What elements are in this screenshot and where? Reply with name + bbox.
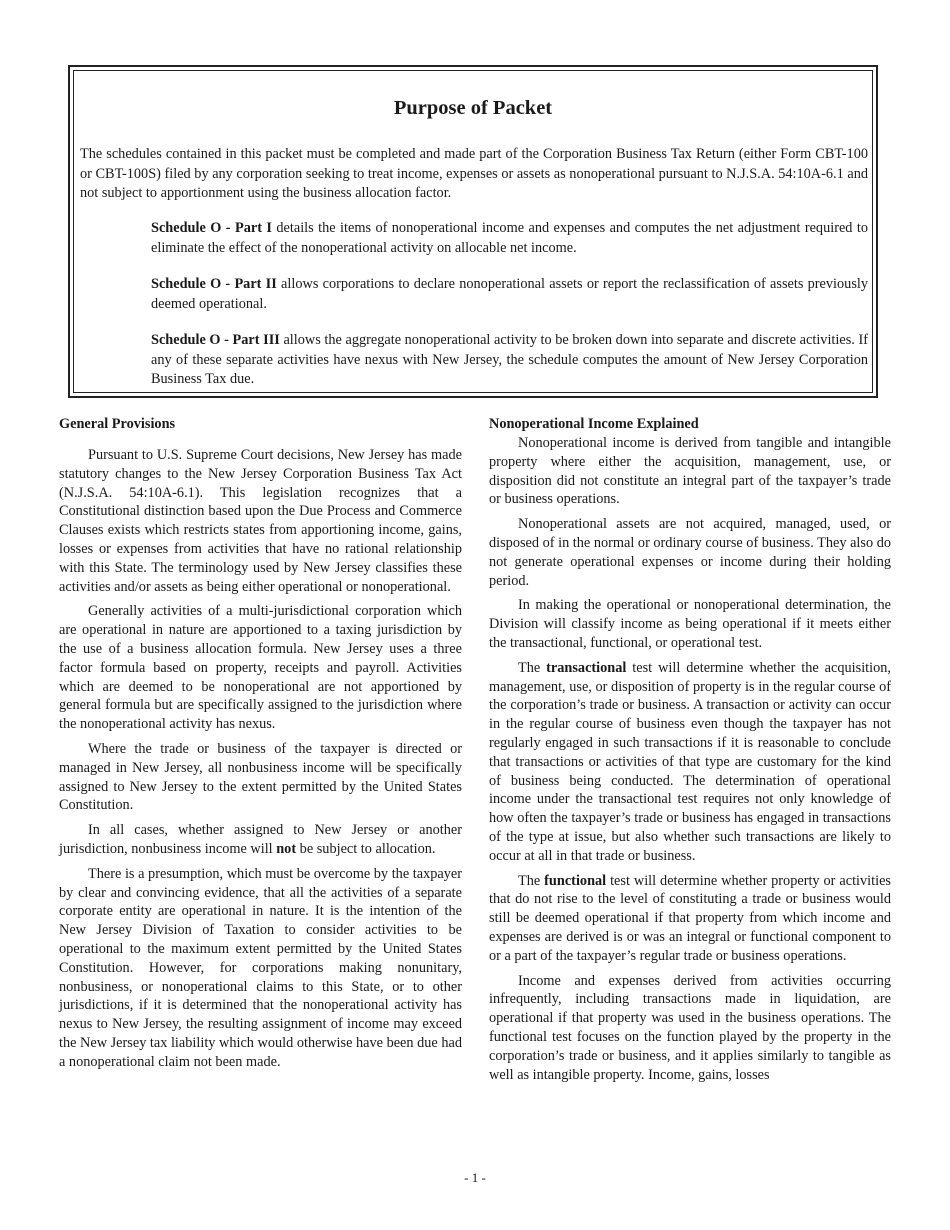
functional-term: functional (544, 872, 607, 889)
general-p4-a: In all cases, whether assigned to New Jersey or another jurisdiction, nonbusiness income will (59, 822, 462, 857)
nonop-paragraph-6: Income and expenses derived from activities occurring infrequently, including transactions made in liquidation, are operational if that property was used in the business operations. The functional test focuses on the function played by the property in the corporation’s trade or business, and it applies similarly to tangible as well as intangible property. Income, gains, losses (489, 972, 891, 1083)
nonop-p4-a: The (518, 659, 547, 676)
general-p4-bold: not (276, 840, 297, 857)
nonop-paragraph-4 (489, 659, 891, 866)
general-paragraph-4 (59, 821, 462, 859)
general-paragraph-5: There is a presumption, which must be overcome by the taxpayer by clear and convincing evidence, that all the activities of a separate corporate entity are operational in nature. It is the intention of the New Jersey Division of Taxation to consider activities to be operational to the maximum extent permitted by the United States Constitution. However, for corporations making nonunitary, nonbusiness, or nonoperational claims to this State, or to other jurisdictions, if it is determined that the nonoperational activity has nexus to New Jersey, the resulting assignment of income may exceed the New Jersey tax liability which would otherwise have been due had a nonoperational claim not been made. (59, 865, 462, 1070)
general-provisions-column (59, 414, 462, 1078)
schedule-part-2 (151, 275, 868, 314)
general-paragraph-3: Where the trade or business of the taxpayer is directed or managed in New Jersey, all nonbusiness income will be specifically assigned to New Jersey to the extent permitted by the United States Constitution. (59, 740, 462, 814)
nonop-p4-c: test will determine whether the acquisition, management, use, or disposition of property is in the regular course of the corporation’s trade or business. A transaction or activity can occur in the regular course of business even though the taxpayer has not regularly engaged in such transactions if it is reasonable to conclude that transactions or activities of that type are customary for the kind of business being conducted. The determination of operational income under the transactional test requires not only knowledge of how often the taxpayer’s trade or business has engaged in transactions of the type at issue, but also whether such transactions are likely to occur at all in that trade or business. (489, 659, 891, 864)
schedule-part-3-text: allows the aggregate nonoperational activity to be broken down into separate and discrete activities. If any of these separate activities have nexus with New Jersey, the schedule computes the amount of New Jersey Corporation Business Tax due. (151, 332, 868, 388)
schedule-part-2-text: allows corporations to declare nonoperational assets or report the reclassification of assets previously deemed operational. (151, 276, 868, 312)
schedule-part-1-label: Schedule O - Part I (151, 220, 272, 236)
nonoperational-column (489, 414, 891, 1090)
general-p4-c: be subject to allocation. (296, 840, 436, 857)
schedule-part-1-text: details the items of nonoperational income and expenses and computes the net adjustment required to eliminate the effect of the nonoperational activity on allocable net income. (151, 220, 868, 256)
nonop-paragraph-5 (489, 872, 891, 966)
nonop-p5-c: test will determine whether property or activities that do not rise to the level of constituting a trade or business would still be deemed operational if that property from which income and expenses are derived is or was an integral or functional component to or a part of the taxpayer’s regular trade or business operations. (489, 872, 891, 964)
purpose-box (68, 65, 878, 398)
nonop-paragraph-3: In making the operational or nonoperational determination, the Division will classify income as being operational if it meets either the transactional, functional, or operational test. (489, 597, 891, 651)
general-paragraph-1: Pursuant to U.S. Supreme Court decisions, New Jersey has made statutory changes to the New Jersey Corporation Business Tax Act (N.J.S.A. 54:10A-6.1). This legislation recognizes that a Constitutional distinction based upon the Due Process and Commerce Clauses exists which restricts states from apportioning income, gains, losses or expenses from activities that have no rational relationship with this State. The terminology used by New Jersey classifies these activities and/or assets as being either operational or nonoperational. (59, 447, 462, 595)
nonop-paragraph-2: Nonoperational assets are not acquired, managed, used, or disposed of in the normal or ordinary course of business. They also do not generate operational expenses or income during their holding period. (489, 516, 891, 589)
schedule-part-1 (151, 219, 868, 258)
general-provisions-heading: General Provisions (59, 416, 176, 432)
general-paragraph-2: Generally activities of a multi-jurisdictional corporation which are operational in nature are apportioned to a taxing jurisdiction by the use of a business allocation formula. New Jersey uses a three factor formula based on property, receipts and payroll. Activities which are deemed to be nonoperational are not apportioned by general formula but are specifically assigned to the jurisdiction where the nonoperational activity has nexus. (59, 603, 462, 733)
purpose-intro: The schedules contained in this packet must be completed and made part of the Corporation Business Tax Return (either Form CBT-100 or CBT-100S) filed by any corporation seeking to treat income, expenses or assets as nonoperational pursuant to N.J.S.A. 54:10A-6.1 and not subject to apportionment using the business allocation factor. (80, 146, 868, 202)
purpose-title: Purpose of Packet (393, 97, 553, 119)
nonop-p5-a: The (518, 872, 545, 889)
transactional-term: transactional (546, 659, 627, 676)
page-number: - 1 - (464, 1170, 486, 1185)
schedule-part-2-label: Schedule O - Part II (151, 276, 277, 292)
schedule-part-3 (151, 331, 868, 390)
nonop-paragraph-1: Nonoperational income is derived from tangible and intangible property where either the acquisition, management, use, or disposition did not constitute an integral part of the taxpayer’s trade or business operations. (489, 435, 891, 508)
purpose-box-inner (73, 70, 873, 393)
schedule-part-3-label: Schedule O - Part III (151, 332, 280, 348)
nonoperational-heading: Nonoperational Income Explained (489, 416, 699, 432)
